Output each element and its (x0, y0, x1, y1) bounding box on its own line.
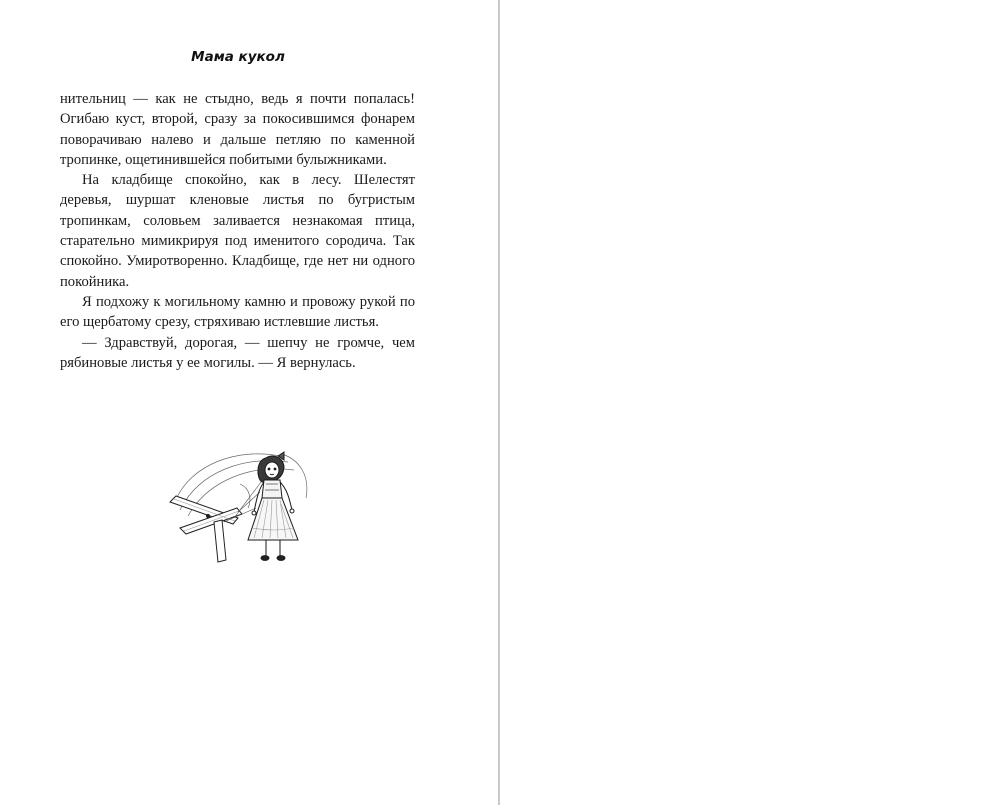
paragraph: нительниц — как не стыдно, ведь я почти попалась! Огибаю куст, второй, сразу за покосившимся фонарем поворачиваю налево и дальше петляю по каменной тропинке, ощетинившейся побитыми булыжниками. (60, 91, 415, 168)
left-page (0, 0, 498, 805)
right-page (500, 0, 1000, 805)
paragraph: На кладбище спокойно, как в лесу. Шелестят деревья, шуршат кленовые листья по бугристым тропинкам, соловьем заливается незнакомая птица, старательно мимикрируя под именитого сородича. Так спокойно. Умиротворенно. Кладбище, где нет ни одного покойника. (60, 172, 415, 290)
running-head: Мама кукол (191, 49, 285, 65)
paragraph: — Здравствуй, дорогая, — шепчу не громче, чем рябиновые листья у ее могилы. — Я вернулась. (60, 334, 415, 371)
paragraph: Я подхожу к могильному камню и провожу рукой по его щербатому срезу, стряхиваю истлевшие листья. (60, 293, 415, 331)
marionette-doll-illustration (160, 448, 330, 568)
body-text (60, 89, 415, 373)
